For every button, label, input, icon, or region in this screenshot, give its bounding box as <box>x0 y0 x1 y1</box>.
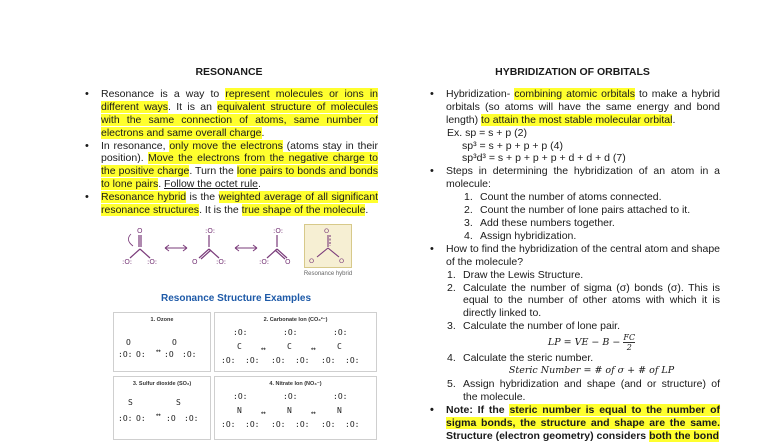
list-item: 2. Calculate the number of sigma (σ) bonds (σ). This is equal to the number of other atoms with which it is directly linked to. <box>447 281 720 320</box>
text: Assign hybridization and shape (and or structure) of the molecule. <box>463 377 720 403</box>
svg-text::O:: :O: <box>295 356 310 365</box>
svg-text:O:: O: <box>136 414 146 423</box>
svg-text::O:: :O: <box>283 328 298 337</box>
highlight: steric number is equal to the number of sigma bonds, the structure and shape are the same. <box>446 403 720 429</box>
svg-text:↔: ↔ <box>261 344 266 353</box>
svg-text::O:: :O: <box>118 414 133 423</box>
examples-title: Resonance Structure Examples <box>161 293 312 304</box>
resonance-hybrid-label: Resonance hybrid <box>303 271 353 277</box>
text: How to find the hybridization of the central atom and shape of the molecule? <box>446 242 720 268</box>
list-item: 2. Count the number of lone pairs attached to it. <box>464 204 691 217</box>
svg-text::O: :O <box>164 350 174 359</box>
svg-text::O:: :O: <box>321 356 336 365</box>
svg-text::O:: :O: <box>345 356 360 365</box>
text: Calculate the number of sigma (σ) bonds (σ). This is equal to the number of other atoms with which it is directly linked to. <box>463 281 720 320</box>
text: to make a hybrid orbitals (so atoms will have the same energy and bond length) <box>446 87 720 126</box>
svg-text::O:: :O: <box>333 328 348 337</box>
svg-text:O: O <box>324 227 330 235</box>
example-line-2: sp³ = s + p + p + p (4) <box>462 139 563 152</box>
text: . <box>258 178 261 191</box>
svg-text::O:: :O: <box>321 420 336 429</box>
underlined-text: Follow the octet rule <box>164 178 259 191</box>
text: (atoms stay in their position). <box>101 139 378 165</box>
svg-text:N: N <box>237 406 242 415</box>
svg-text::O:: :O: <box>271 356 286 365</box>
list-item: 1. Draw the Lewis Structure. <box>447 268 584 281</box>
highlight: equivalent structure of molecules with the same connection of atoms, same number of electrons and same overall charge <box>101 100 378 139</box>
svg-text::O:: :O: <box>271 420 286 429</box>
svg-text::O:: :O: <box>118 350 133 359</box>
svg-text:S: S <box>128 398 133 407</box>
how-to-list <box>446 269 720 404</box>
svg-text::O:: :O: <box>245 420 260 429</box>
highlight: represent molecules or ions in different ways <box>101 87 379 113</box>
numerator: FC <box>623 333 636 343</box>
text: Count the number of atoms connected. <box>480 191 662 204</box>
svg-text:O: O <box>309 257 315 265</box>
list-item: 1. Count the number of atoms connected. <box>464 191 662 204</box>
resonance-structure-1 <box>122 227 157 266</box>
svg-text:O: O <box>172 338 177 347</box>
hybridization-title: HYBRIDIZATION OF ORBITALS <box>495 66 650 78</box>
svg-text::O:: :O: <box>122 258 133 266</box>
text: Count the number of lone pairs attached to it. <box>480 204 691 217</box>
svg-text:C: C <box>337 342 342 351</box>
panel-label: 3. Sulfur dioxide (SO₂) <box>132 381 192 387</box>
text: Add these numbers together. <box>480 216 615 229</box>
formula-text: LP = VE − B − <box>547 337 621 349</box>
svg-text:↔: ↔ <box>156 346 161 355</box>
svg-text::O:: :O: <box>205 227 216 235</box>
text: In resonance, <box>101 139 170 152</box>
nitrate-panel <box>214 376 377 440</box>
svg-text::O:: :O: <box>221 420 236 429</box>
list-item: 4. Assign hybridization. <box>464 229 577 242</box>
svg-text::O:: :O: <box>273 227 284 235</box>
svg-text::O:: :O: <box>221 356 236 365</box>
text: Assign hybridization. <box>480 229 577 242</box>
sulfur-dioxide-panel <box>113 376 211 440</box>
resonance-section <box>80 0 378 217</box>
list-item: 4. Calculate the steric number. Steric Number = # of σ + # of LP <box>447 352 720 378</box>
hybridization-bullet-3 <box>425 243 720 404</box>
text: Hybridization- <box>446 87 515 100</box>
svg-text:↔: ↔ <box>311 344 316 353</box>
svg-text:↔: ↔ <box>311 408 316 417</box>
list-item: 5. Assign hybridization and shape (and or structure) of the molecule. <box>447 377 720 403</box>
highlight: to attain the most stable molecular orbital <box>481 113 673 126</box>
svg-text::O:: :O: <box>259 258 270 266</box>
text: . <box>365 204 369 217</box>
text: Draw the Lewis Structure. <box>463 268 584 281</box>
svg-text::O: :O <box>166 414 176 423</box>
svg-text::O:: :O: <box>283 392 298 401</box>
steps-list <box>446 191 720 243</box>
svg-text:N: N <box>337 406 342 415</box>
panel-label: 4. Nitrate Ion (NO₃⁻) <box>269 381 322 387</box>
resonance-bullet-1 <box>80 88 378 140</box>
highlight: combining atomic orbitals <box>514 87 635 100</box>
svg-text:O: O <box>192 258 198 266</box>
svg-text::O:: :O: <box>245 356 260 365</box>
hybridization-bullet-1 <box>425 88 720 165</box>
svg-text:N: N <box>287 406 292 415</box>
fraction <box>623 333 635 352</box>
resonance-title: RESONANCE <box>195 66 263 78</box>
highlight: weighted average of all significant resonance structures <box>101 191 379 217</box>
hybridization-section <box>425 0 720 442</box>
svg-text::O:: :O: <box>216 258 227 266</box>
panel-label: 2. Carbonate Ion (CO₃²⁻) <box>263 317 328 323</box>
list-item: 3. Add these numbers together. <box>464 216 615 229</box>
svg-text::O:: :O: <box>184 414 199 423</box>
resonance-structures-figure <box>117 221 367 289</box>
highlight: Move the electrons from the negative charge to the positive charge <box>101 152 378 178</box>
resonance-structure-2 <box>192 227 226 266</box>
text: . It is an <box>168 100 218 113</box>
text: . <box>261 126 265 139</box>
resonance-structure-3 <box>259 227 291 266</box>
svg-text::O:: :O: <box>233 328 248 337</box>
text: . <box>672 113 676 126</box>
resonance-hybrid-structure <box>305 225 351 267</box>
text: Steps in determining the hybridization of an atom in a molecule: <box>446 165 720 191</box>
text: . <box>158 178 165 191</box>
svg-text:O: O <box>339 257 345 265</box>
text: is the <box>186 191 219 204</box>
text: Structure (electron geometry) considers <box>446 429 650 442</box>
highlight: both the bond <box>649 429 720 442</box>
svg-text::O:: :O: <box>147 258 158 266</box>
text: Resonance is a way to <box>101 87 226 100</box>
svg-text:↔: ↔ <box>156 410 161 419</box>
panel-label: 1. Ozone <box>150 317 174 323</box>
hybridization-bullets <box>425 88 720 443</box>
list-item: 3. Calculate the number of lone pair. LP = VE − B − $\frac{FC}{2}$ <box>447 320 720 352</box>
highlight: only move the electrons <box>169 139 283 152</box>
resonance-bullets <box>80 88 378 217</box>
text: Calculate the steric number. <box>463 352 594 365</box>
example-line-3: sp³d³ = s + p + p + p + d + d + d (7) <box>462 152 626 165</box>
ozone-panel <box>113 312 211 372</box>
svg-text:O:: O: <box>136 350 146 359</box>
resonance-bullet-2 <box>80 140 378 192</box>
highlight: lone pairs to bonds and bonds to lone pairs <box>101 165 378 191</box>
svg-text:C: C <box>287 342 292 351</box>
hybridization-note <box>425 404 720 443</box>
svg-text:O: O <box>126 338 131 347</box>
svg-text:S: S <box>176 398 181 407</box>
steric-number-formula: Steric Number = # of σ + # of LP <box>508 365 675 377</box>
resonance-examples-figure <box>113 290 377 441</box>
example-line-1: Ex. sp = s + p (2) <box>447 126 527 139</box>
text: . Turn the <box>189 165 237 178</box>
resonance-hybrid-box <box>304 224 352 268</box>
text: . It is the <box>199 204 242 217</box>
carbonate-panel <box>214 312 377 372</box>
svg-text::O:: :O: <box>295 420 310 429</box>
svg-text::O:: :O: <box>333 392 348 401</box>
hybridization-bullet-2 <box>425 165 720 242</box>
lone-pair-formula <box>463 333 720 352</box>
svg-text:O: O <box>285 258 291 266</box>
highlight: true shape of the molecule <box>241 204 366 217</box>
denominator: 2 <box>626 343 632 353</box>
svg-text:C: C <box>237 342 242 351</box>
svg-text::O:: :O: <box>345 420 360 429</box>
svg-text::O:: :O: <box>233 392 248 401</box>
text: Note: If the <box>446 403 510 416</box>
svg-text::O:: :O: <box>182 350 197 359</box>
svg-text:↔: ↔ <box>261 408 266 417</box>
highlight: Resonance hybrid <box>101 191 187 204</box>
resonance-bullet-3 <box>80 191 378 217</box>
svg-text:O: O <box>137 227 143 235</box>
text: Calculate the number of lone pair. <box>463 320 621 333</box>
